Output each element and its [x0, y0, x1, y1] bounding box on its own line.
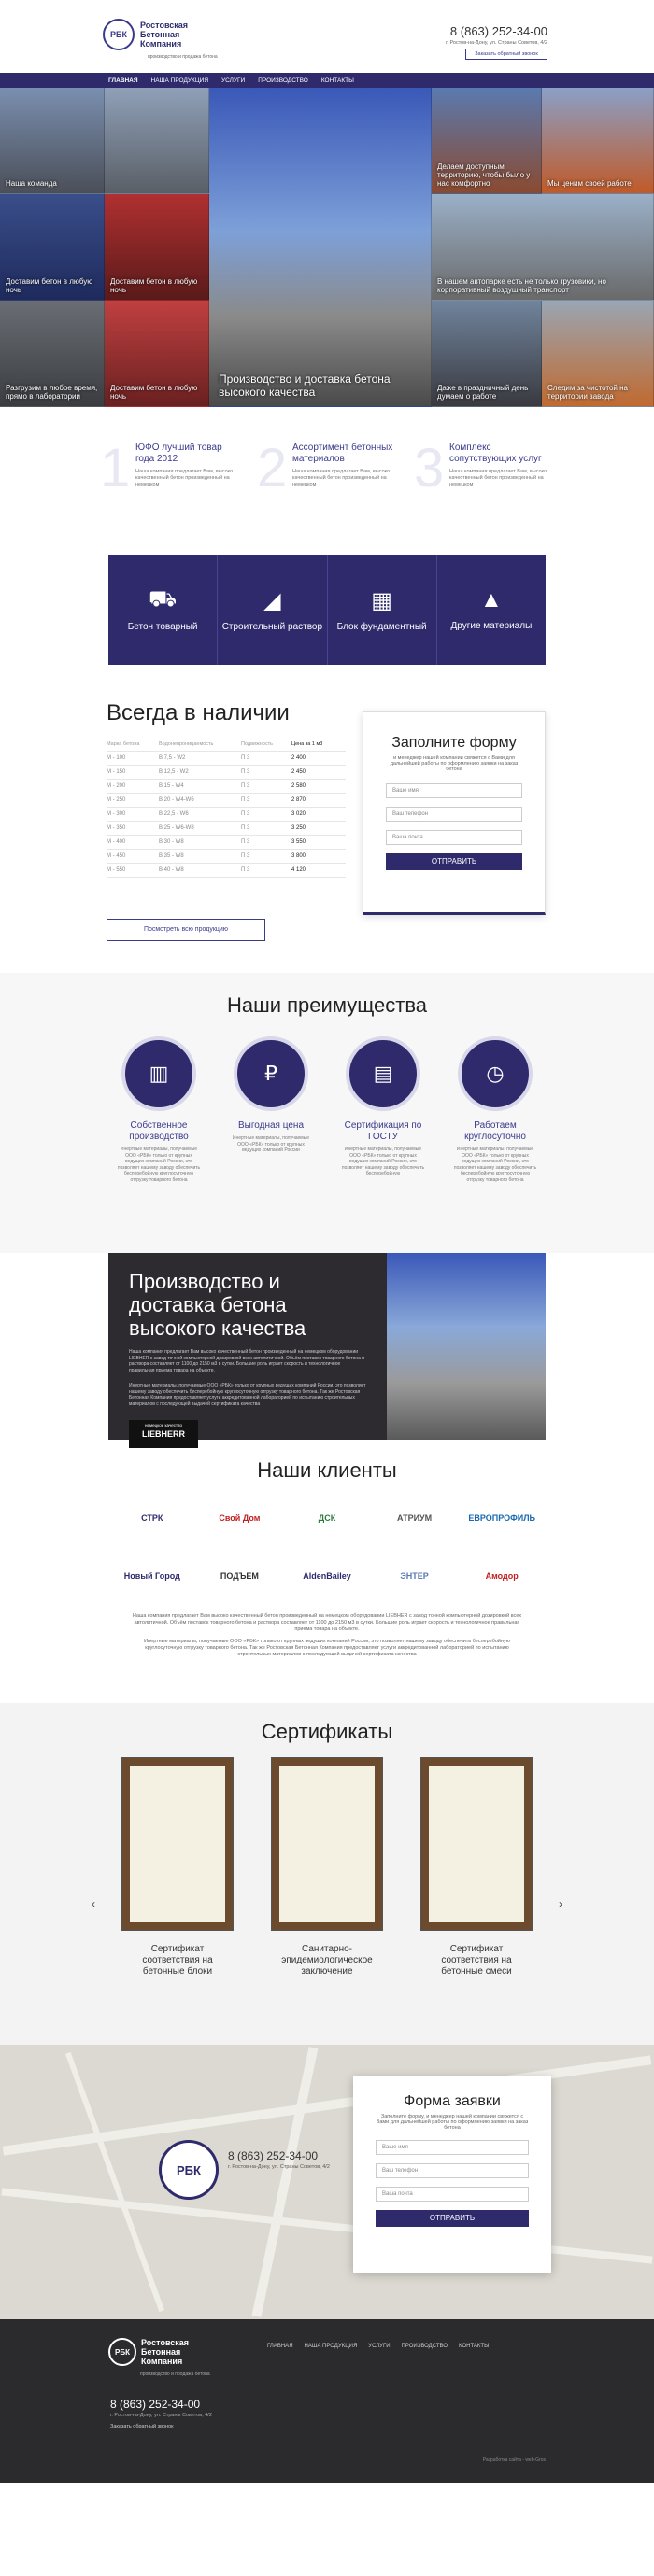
advantage-item: [341, 1036, 425, 1183]
email-field[interactable]: Ваша почта: [376, 2187, 529, 2202]
order-form: [353, 2076, 551, 2273]
logo[interactable]: [103, 19, 198, 50]
logo-mark: РБК: [103, 19, 135, 50]
category-mortar[interactable]: [218, 555, 327, 665]
advantage-desc: Инертные материалы, получаемые ООО «РБК» только от крупных ведущих компаний России, это позволяет нашему заводу обеспечить бесперебойную круглосуточную отгрузку товарного бетона: [453, 1147, 537, 1183]
table-row: [107, 864, 346, 878]
certificate-card[interactable]: [271, 1757, 383, 1978]
tile-caption: Разгрузим в любое время, прямо в лаборатории: [6, 384, 98, 401]
certificate-image: [271, 1757, 383, 1931]
certificate-label: Сертификат соответствия на бетонные смеси: [441, 1944, 512, 1977]
table-row: [107, 766, 346, 780]
footer-nav: [267, 2344, 489, 2349]
table-cell: П 3: [241, 811, 250, 817]
client-logo[interactable]: АТРИУМ: [397, 1513, 433, 1523]
category-label: Другие материалы: [450, 621, 533, 631]
gallery-tile[interactable]: [432, 88, 542, 194]
footer-phone[interactable]: 8 (863) 252-34-00: [110, 2398, 201, 2411]
promo-block: [108, 1253, 546, 1440]
stock-section: [0, 665, 654, 973]
feature-number: 3: [414, 438, 445, 499]
table-row: [107, 808, 346, 822]
gallery-tile[interactable]: [432, 301, 542, 407]
prev-arrow-icon[interactable]: ‹: [92, 1897, 95, 1910]
table-cell: 2 870: [291, 797, 306, 803]
advantage-item: [229, 1036, 313, 1183]
footer-nav-home[interactable]: ГЛАВНАЯ: [267, 2344, 293, 2349]
client-logo[interactable]: ПОДЪЕМ: [220, 1571, 259, 1581]
tile-caption: Наша команда: [6, 179, 57, 188]
feature-title: Ассортимент бетонных материалов: [292, 443, 393, 464]
price-table: [107, 738, 346, 878]
table-row: [107, 780, 346, 794]
map-phone: 8 (863) 252-34-00: [228, 2149, 319, 2162]
certificates-title: Сертификаты: [261, 1720, 393, 1743]
main-nav: [0, 73, 654, 88]
certificate-label: Санитарно-эпидемиологическое заключение: [281, 1944, 373, 1977]
all-products-button[interactable]: Посмотреть всю продукцию: [107, 919, 265, 941]
category-concrete[interactable]: [108, 555, 218, 665]
table-cell: П 3: [241, 783, 250, 789]
table-row: [107, 850, 346, 864]
table-cell: М - 100: [107, 755, 126, 761]
table-cell: 2 400: [291, 755, 306, 761]
category-label: Блок фундаментный: [336, 621, 427, 632]
clients-paragraph: Инертные материалы, получаемые ООО «РБК» только от крупных ведущих компаний России, это позволяет нашему заводу обеспечить бесперебойную круглосуточную отгрузку товарного бетона. Так же Ростовская Бетонная Компания предоставляет услуги аккредитованной лабораторией по испытанию строительных материалов с последующей выдачей сертификата качества: [144, 1639, 510, 1657]
promo-text: Наша компания предлагает Вам высоко качественный бетон произведенный на немецком оборудовании LIEBHER с завод точной компьютерной дозировкой всех автолитичной. Объём поставок товарного бетона и раствора составляет от 1100 до 2150 м3 в сутки. Большие роль играет скорость и технологичное правильная приема товара на объекте.: [129, 1349, 365, 1373]
order-form-desc: Заполните форму, и менеджер нашей компании свяжется с Вами для дальнейшей работы по оформлению заявки на заказ бетона: [376, 2114, 529, 2131]
category-label: Строительный раствор: [221, 621, 323, 632]
advantage-item: [453, 1036, 537, 1183]
advantage-desc: Инертные материалы, получаемые ООО «РБК» только от крупных ведущих компаний России, это позволяет нашему заводу обеспечить бесперебойную круглосуточную отгрузку товарного бетона: [117, 1147, 201, 1183]
col-header: Водонепроницаемость: [159, 741, 214, 747]
phone-field[interactable]: Ваш телефон: [386, 807, 522, 822]
table-cell: В 15 - W4: [159, 783, 184, 789]
table-cell: М - 350: [107, 825, 126, 831]
tile-caption: Делаем доступным территорию, чтобы было у нас комфортно: [437, 162, 531, 188]
category-label: Бетон товарный: [127, 622, 198, 632]
table-cell: 3 250: [291, 825, 306, 831]
feature-title: ЮФО лучший товар года 2012: [135, 443, 222, 464]
hero-gallery: [0, 88, 654, 407]
client-logo[interactable]: ДСК: [318, 1513, 336, 1523]
clients-paragraph: Наша компания предлагает Вам высоко качественный бетон произведенный на немецком оборудовании LIEBHER с завод точной компьютерной дозировкой всех автолитичной. Объём поставок товарного бетона и раствора составляет от 1100 до 2150 м3 в сутки. Большие роль играет скорость и технологичное правильная приема товара на объекте.: [132, 1613, 522, 1632]
table-cell: В 7,5 - W2: [159, 755, 186, 761]
header-address: г. Ростов-на-Дону, ул. Страны Советов, 4/2: [446, 40, 547, 46]
certificate-image: [420, 1757, 533, 1931]
table-cell: В 30 - W8: [159, 839, 184, 845]
header-phone[interactable]: 8 (863) 252-34-00: [449, 24, 547, 38]
tile-caption: В нашем автопарке есть не только грузовики, но корпоративный воздушный транспорт: [437, 277, 606, 294]
table-cell: 3 550: [291, 839, 306, 845]
document-icon: ▤: [346, 1036, 420, 1111]
certificate-image: [121, 1757, 234, 1931]
client-logo[interactable]: ЭНТЕР: [400, 1571, 429, 1581]
phone-field[interactable]: Ваш телефон: [376, 2163, 529, 2178]
location-map[interactable]: [0, 2045, 654, 2319]
table-cell: П 3: [241, 853, 250, 859]
bricks-icon: ▦: [371, 587, 392, 613]
order-submit-button[interactable]: ОТПРАВИТЬ: [376, 2210, 529, 2227]
table-cell: М - 550: [107, 867, 126, 873]
hero-caption: Производство и доставка бетона высокого качества: [219, 373, 391, 399]
advantages-title: Наши преимущества: [226, 993, 428, 1017]
name-field[interactable]: Ваше имя: [386, 783, 522, 798]
gallery-tile[interactable]: [0, 194, 105, 301]
table-cell: П 3: [241, 797, 250, 803]
tile-caption: Доставим бетон в любую ночь: [110, 384, 198, 401]
table-cell: В 40 - W8: [159, 867, 184, 873]
gallery-tile[interactable]: [542, 301, 654, 407]
footer-logo[interactable]: [108, 2338, 197, 2366]
gallery-tile[interactable]: [0, 88, 105, 194]
footer-nav-services[interactable]: УСЛУГИ: [368, 2344, 391, 2349]
promo-text: Инертные материалы, получаемые ООО «РБК» только от крупных ведущих компаний России, это позволяет нашему заводу обеспечить бесперебойную круглосуточную отгрузку товарного бетона. Так же Ростовская Бетонная Компания предоставляет услуги аккредитованной лабораторией по испытанию строительных материалов с последующей выдачей сертификата качества: [129, 1383, 366, 1407]
tile-caption: Следим за чистотой на территории завода: [547, 384, 628, 401]
footer-logo-text: Ростовская Бетонная Компания: [141, 2338, 190, 2366]
feature-item: [100, 438, 240, 555]
features: [0, 407, 654, 555]
pile-icon: ▲: [479, 587, 503, 612]
footer-nav-products[interactable]: НАША ПРОДУКЦИЯ: [304, 2344, 358, 2349]
gallery-tile[interactable]: [105, 194, 209, 301]
category-block[interactable]: [328, 555, 437, 665]
certificate-card[interactable]: [420, 1757, 533, 1978]
footer-address: г. Ростов-на-Дону, ул. Страны Советов, 4/2: [110, 2413, 212, 2418]
advantage-title: Собственное производство: [129, 1120, 189, 1142]
footer-tagline: производство и продажа бетона: [140, 2372, 210, 2377]
client-logo[interactable]: AldenBailey: [303, 1571, 351, 1581]
advantage-desc: Инертные материалы, получаемые ООО «РБК» только от крупных ведущих компаний России: [232, 1135, 310, 1153]
table-row: [107, 794, 346, 808]
gallery-main-tile[interactable]: [209, 88, 432, 407]
advantage-title: Сертификация по ГОСТУ: [344, 1120, 422, 1142]
table-cell: 2 580: [291, 783, 306, 789]
feature-desc: Наша компания предлагает Вам, высоко качественный бетон произведенный на немецком: [292, 469, 391, 487]
clock-icon: ◷: [458, 1036, 533, 1111]
feature-desc: Наша компания предлагает Вам, высоко качественный бетон произведенный на немецком: [449, 469, 547, 487]
table-cell: В 25 - W6-W8: [159, 825, 194, 831]
table-row: [107, 836, 346, 850]
feature-number: 2: [257, 438, 288, 499]
site-footer: [0, 2319, 654, 2483]
table-cell: М - 250: [107, 797, 126, 803]
certificate-label: Сертификат соответствия на бетонные блоки: [142, 1944, 213, 1977]
nav-products[interactable]: НАША ПРОДУКЦИЯ: [150, 77, 209, 84]
plant-photo: [387, 1253, 546, 1440]
table-cell: В 35 - W8: [159, 853, 184, 859]
wallet-icon: ₽: [234, 1036, 308, 1111]
table-cell: П 3: [241, 755, 250, 761]
logo-text: Ростовская Бетонная Компания: [140, 21, 189, 49]
table-cell: М - 300: [107, 811, 126, 817]
gallery-tile[interactable]: [432, 194, 654, 301]
table-row: [107, 752, 346, 766]
footer-callback-link[interactable]: Заказать обратный звонок: [110, 2424, 174, 2429]
client-logo[interactable]: Новый Город: [123, 1571, 180, 1581]
site-header: [0, 0, 654, 73]
clients-title: Наши клиенты: [257, 1458, 397, 1482]
table-cell: П 3: [241, 825, 250, 831]
trowel-icon: ◢: [263, 587, 281, 613]
client-logo[interactable]: ЕВРОПРОФИЛЬ: [468, 1513, 536, 1523]
feature-item: [414, 438, 554, 555]
tile-caption: Мы ценим своей работе: [547, 179, 632, 188]
tile-caption: Даже в праздничный день думаем о работе: [437, 384, 529, 401]
map-address: г. Ростов-на-Дону, ул. Страны Советов, 4/2: [228, 2164, 330, 2170]
table-cell: М - 450: [107, 853, 126, 859]
table-header: [107, 738, 346, 752]
submit-button[interactable]: ОТПРАВИТЬ: [386, 853, 522, 870]
table-cell: П 3: [241, 769, 250, 775]
map-marker-logo: РБК: [159, 2140, 219, 2200]
table-cell: В 22,5 - W6: [159, 811, 189, 817]
table-row: [107, 822, 346, 836]
client-logo[interactable]: Амодор: [485, 1571, 519, 1581]
category-tiles: [108, 555, 546, 665]
form-desc: и менеджер нашей компании свяжется с Вами для дальнейшей работы по оформлению заявки на заказ бетона: [390, 755, 519, 772]
table-cell: М - 150: [107, 769, 126, 775]
col-header: Цена за 1 м3: [291, 741, 323, 747]
certificate-card[interactable]: [121, 1757, 234, 1978]
badge-label: LIEBHERR: [141, 1429, 185, 1439]
table-cell: В 20 - W4-W6: [159, 797, 194, 803]
table-cell: П 3: [241, 839, 250, 845]
table-cell: П 3: [241, 867, 250, 873]
gallery-tile[interactable]: [542, 88, 654, 194]
tile-caption: Доставим бетон в любую ночь: [110, 277, 198, 294]
table-cell: В 12,5 - W2: [159, 769, 189, 775]
name-field[interactable]: Ваше имя: [376, 2140, 529, 2155]
certificates-section: [0, 1703, 654, 2045]
tagline: производство и продажа бетона: [148, 54, 218, 60]
advantage-item: [117, 1036, 201, 1183]
liebherr-badge: [129, 1420, 198, 1448]
category-other[interactable]: [437, 555, 546, 665]
stock-title: Всегда в наличии: [107, 700, 290, 725]
table-cell: М - 200: [107, 783, 126, 789]
next-arrow-icon[interactable]: ›: [559, 1897, 562, 1910]
table-cell: М - 400: [107, 839, 126, 845]
table-cell: 3 800: [291, 853, 306, 859]
gallery-tile[interactable]: [0, 301, 105, 407]
footer-nav-contacts[interactable]: КОНТАКТЫ: [459, 2344, 490, 2349]
mixer-truck-icon: ⛟: [149, 586, 178, 612]
feature-desc: Наша компания предлагает Вам, высоко качественный бетон произведенный на немецком: [135, 469, 234, 487]
feature-item: [257, 438, 397, 555]
table-cell: 2 450: [291, 769, 306, 775]
advantage-desc: Инертные материалы, получаемые ООО «РБК» только от крупных ведущих компаний России, это позволяет нашему заводу обеспечить бесперебойную: [341, 1147, 425, 1176]
factory-icon: ▥: [121, 1036, 196, 1111]
nav-services[interactable]: УСЛУГИ: [221, 77, 246, 84]
developer-credit[interactable]: Разработка сайта - web-Gros: [482, 2457, 546, 2463]
badge-subtitle: немецкое качество: [145, 1423, 182, 1428]
tile-caption: Доставим бетон в любую ночь: [6, 277, 93, 294]
nav-production[interactable]: ПРОИЗВОДСТВО: [258, 77, 308, 84]
gallery-tile[interactable]: [105, 88, 209, 194]
nav-contacts[interactable]: КОНТАКТЫ: [320, 77, 354, 84]
advantages-section: [0, 973, 654, 1253]
order-form-title: Форма заявки: [404, 2093, 501, 2109]
clients-section: [0, 1458, 654, 1658]
client-logo[interactable]: Свой Дом: [219, 1513, 261, 1523]
feature-title: Комплекс сопутствующих услуг: [449, 443, 542, 464]
footer-logo-mark: РБК: [108, 2338, 136, 2366]
table-cell: 3 020: [291, 811, 306, 817]
form-title: Заполните форму: [391, 735, 517, 751]
advantage-title: Выгодная цена: [238, 1120, 304, 1131]
col-header: Марка бетона: [107, 741, 140, 747]
footer-nav-production[interactable]: ПРОИЗВОДСТВО: [401, 2344, 448, 2349]
table-cell: 4 120: [291, 867, 306, 873]
col-header: Подвижность: [241, 741, 274, 747]
client-logo[interactable]: СТРК: [141, 1513, 164, 1523]
advantage-title: Работаем круглосуточно: [464, 1120, 526, 1142]
email-field[interactable]: Ваша почта: [386, 830, 522, 845]
feature-number: 1: [100, 438, 131, 499]
callback-button[interactable]: Заказать обратный звонок: [465, 49, 547, 60]
nav-home[interactable]: ГЛАВНАЯ: [108, 77, 138, 84]
gallery-tile[interactable]: [105, 301, 209, 407]
request-form: [363, 711, 546, 915]
clients-text: [131, 1613, 523, 1658]
promo-title: Производство и доставка бетона высокого качества: [129, 1270, 306, 1340]
